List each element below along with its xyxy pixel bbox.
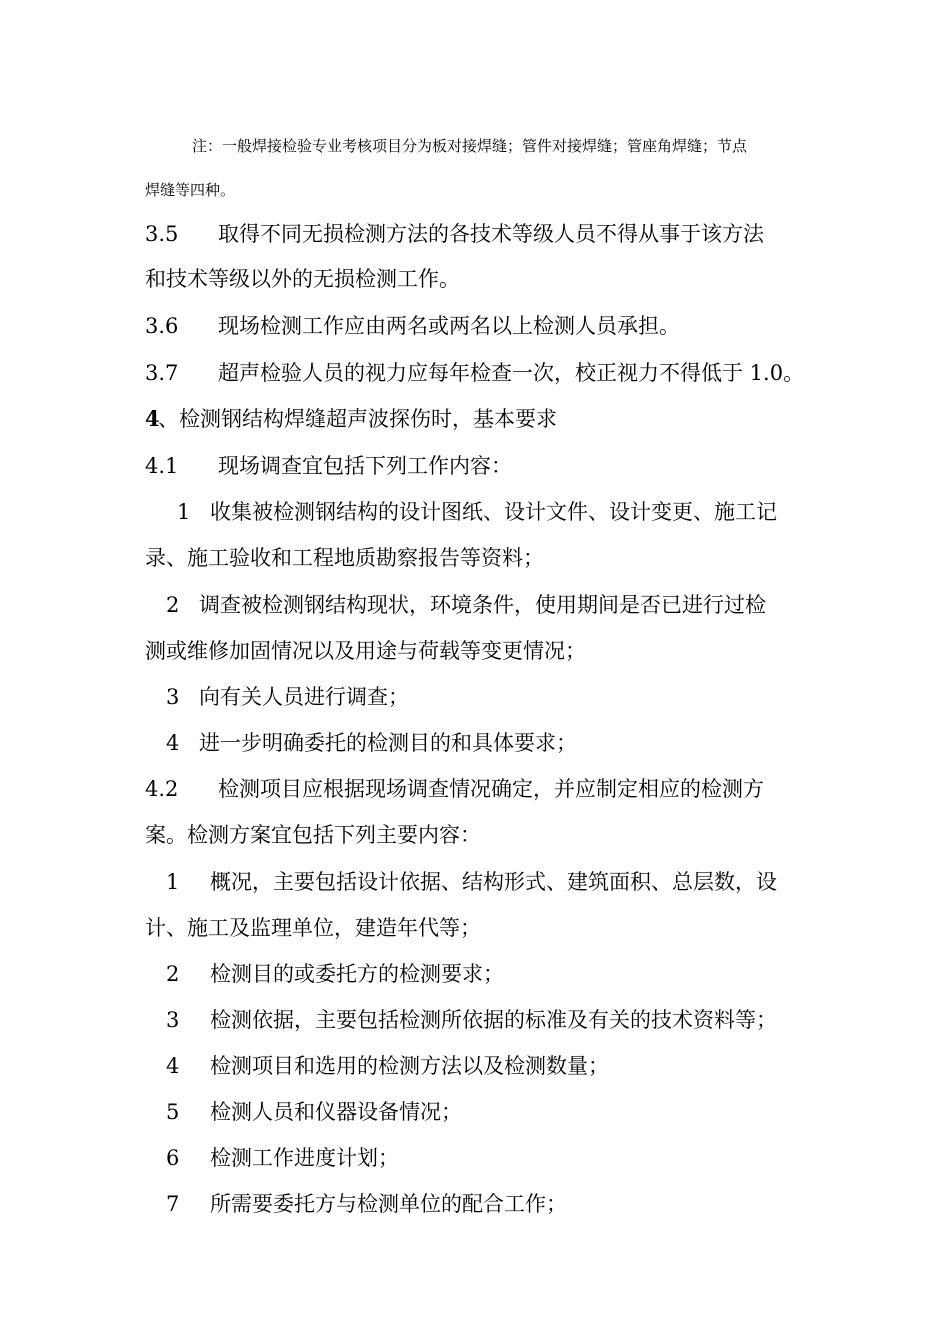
section-3-7-text: 超声检验人员的视力应每年检查一次，校正视力不得低于 1.0。 — [218, 361, 805, 385]
section-4-2-number: 4.2 — [145, 777, 179, 801]
list-item-line-1: 检测目的或委托方的检测要求； — [210, 962, 504, 986]
list-item-line-2: 计、施工及监理单位，建造年代等； — [145, 916, 481, 940]
list-item-number: 1 — [177, 500, 191, 524]
list-item-line-1: 检测依据，主要包括检测所依据的标准及有关的技术资料等； — [210, 1008, 777, 1032]
list-item-line-1: 检测工作进度计划； — [210, 1146, 399, 1170]
list-item-line-1: 调查被检测钢结构现状，环境条件，使用期间是否已进行过检 — [199, 593, 766, 617]
list-item-number: 2 — [166, 962, 180, 986]
list-item-number: 3 — [166, 685, 180, 709]
list-item-line-1: 检测项目和选用的检测方法以及检测数量； — [210, 1054, 609, 1078]
section-4-1-text: 现场调查宜包括下列工作内容： — [218, 454, 512, 478]
list-item-line-1: 概况，主要包括设计依据、结构形式、建筑面积、总层数，设 — [210, 870, 777, 894]
section-3-6-number: 3.6 — [145, 314, 179, 338]
section-4-1-number: 4.1 — [145, 454, 179, 478]
section-4-number: 4 — [145, 406, 160, 431]
list-item-number: 5 — [166, 1100, 180, 1124]
list-item-number: 6 — [166, 1146, 180, 1170]
list-item-line-1: 向有关人员进行调查； — [199, 685, 409, 709]
list-item-number: 1 — [166, 870, 180, 894]
list-item-line-1: 进一步明确委托的检测目的和具体要求； — [199, 731, 577, 755]
section-4-2-line-2: 案。检测方案宜包括下列主要内容： — [145, 823, 481, 847]
section-3-5-number: 3.5 — [145, 222, 179, 246]
section-4-heading: 、检测钢结构焊缝超声波探伤时，基本要求 — [158, 407, 557, 431]
list-item-line-2: 测或维修加固情况以及用途与荷载等变更情况； — [145, 639, 586, 663]
list-item-line-1: 检测人员和仪器设备情况； — [210, 1100, 462, 1124]
list-item-line-2: 录、施工验收和工程地质勘察报告等资料； — [145, 546, 544, 570]
list-item-number: 7 — [166, 1192, 180, 1216]
list-item-number: 2 — [166, 593, 180, 617]
section-4-2-line-1: 检测项目应根据现场调查情况确定，并应制定相应的检测方 — [218, 777, 764, 801]
section-3-5-line-1: 取得不同无损检测方法的各技术等级人员不得从事于该方法 — [218, 222, 764, 246]
list-item-number: 4 — [166, 1054, 180, 1078]
section-3-7-number: 3.7 — [145, 361, 179, 385]
list-item-number: 4 — [166, 731, 180, 755]
section-3-6-text: 现场检测工作应由两名或两名以上检测人员承担。 — [218, 314, 680, 338]
note-line-2: 焊缝等四种。 — [145, 181, 236, 199]
note-line-1: 注：一般焊接检验专业考核项目分为板对接焊缝；管件对接焊缝；管座角焊缝；节点 — [192, 137, 748, 155]
list-item-line-1: 所需要委托方与检测单位的配合工作； — [210, 1192, 567, 1216]
list-item-line-1: 收集被检测钢结构的设计图纸、设计文件、设计变更、施工记 — [210, 500, 777, 524]
section-3-5-line-2: 和技术等级以外的无损检测工作。 — [145, 267, 460, 291]
list-item-number: 3 — [166, 1008, 180, 1032]
